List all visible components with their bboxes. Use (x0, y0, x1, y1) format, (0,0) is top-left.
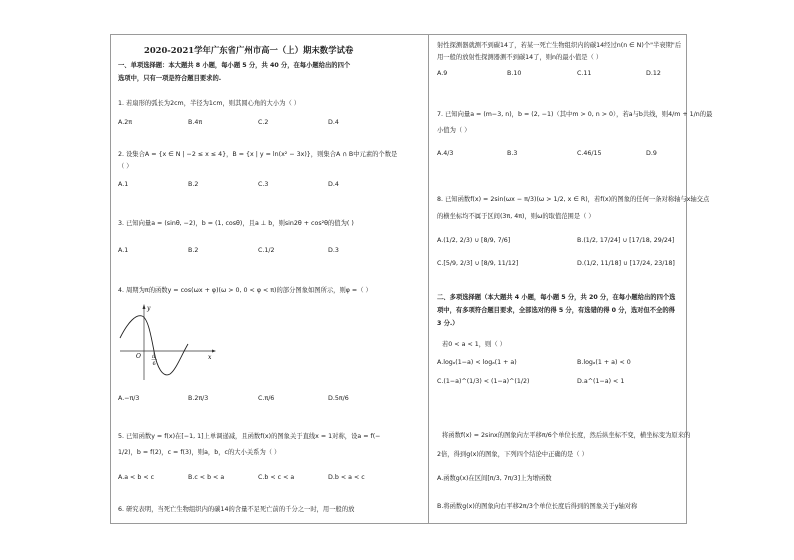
y-axis-arrow (143, 304, 146, 309)
q10-stem: 将函数f(x) = 2sinx的图象向左平移π/6个单位长度，然后纵坐标不变，横坐标变为原来的 (442, 432, 691, 439)
section1-header-line2: 选项中，只有一项是符合题目要求的. (118, 75, 222, 82)
tick-numerator: π (152, 354, 156, 360)
q9-option-c: C.(1−a)^(1/3) < (1−a)^(1/2) (437, 378, 530, 385)
q1-option-a: A.2π (118, 119, 132, 126)
q8-option-c: C.[5/9, 2/3] ∪ [8/9, 11/12] (437, 260, 519, 267)
q4-cosine-graph (118, 302, 218, 382)
q6-option-d: D.12 (646, 70, 661, 77)
tick-denominator: 6 (152, 361, 156, 367)
q6-option-c: C.11 (577, 70, 592, 77)
q2-option-c: C.3 (258, 181, 269, 188)
section2-header-line2: 项中，有多项符合题目要求，全部选对的得 5 分，有选错的得 0 分，选对但不全的得 (437, 307, 675, 314)
page-title: 2020-2021学年广东省广州市高一（上）期末数学试卷 (144, 45, 354, 55)
q5-option-c: C.b < c < a (258, 474, 295, 481)
q2-option-d: D.4 (328, 181, 339, 188)
q7-stem: 7. 已知向量a = (m−3, n)，b = (2, −1)（其中m > 0, n > 0），若a与b共线，则4/m + 1/n的最 (437, 111, 713, 118)
q1-option-d: D.4 (328, 119, 339, 126)
q8-stem: 8. 已知函数f(x) = 2sin(ωx − π/3)(ω > 1/2, x ∈ R)，若f(x)的图象的任何一条对称轴与x轴交点 (437, 196, 710, 203)
q4-option-d: D.5π/6 (328, 395, 349, 402)
q7-option-a: A.4/3 (437, 150, 454, 157)
q10-option-b: B.将函数g(x)的图象向右平移2π/3个单位长度后得到的图象关于y轴对称 (437, 503, 638, 510)
q2-option-b: B.2 (188, 181, 199, 188)
q1-stem: 1. 若扇形的弧长为2cm，半径为1cm，则其圆心角的大小为（ ） (118, 100, 301, 107)
q6-stem-line3: 用一般的放射性探测器测不到碳14了，则n的最小值是（ ） (437, 54, 603, 61)
q1-option-c: C.2 (258, 119, 269, 126)
q1-option-b: B.4π (188, 119, 203, 126)
right-border (686, 34, 687, 524)
q3-option-c: C.1/2 (258, 247, 275, 254)
q4-stem: 4. 周期为π的函数y = cos(ωx + φ)(ω > 0, 0 < φ < π)的部分图象如图所示，则φ =（ ） (118, 287, 372, 294)
q6-stem-line2: 射性探测器就测不到碳14了，若某一死亡生物组织内的碳14经过n(n ∈ N)个"半衰期"后 (437, 42, 682, 49)
q4-option-a: A.−π/3 (118, 395, 140, 402)
x-axis-arrow (212, 350, 216, 353)
q5-option-b: B.c < b < a (188, 474, 225, 481)
q6-option-a: A.9 (437, 70, 448, 77)
q6-option-b: B.10 (507, 70, 522, 77)
q3-option-d: D.3 (328, 247, 339, 254)
q9-option-d: D.a^(1−a) < 1 (577, 378, 625, 385)
q2-stem-line2: （ ） (118, 163, 133, 170)
column-divider (428, 34, 429, 524)
q6-stem: 6. 研究表明，当死亡生物组织内的碳14的含量不足死亡前的千分之一时，用一般的放 (118, 506, 355, 513)
q7-stem-line2: 小值为（ ） (437, 127, 471, 134)
q5-stem: 5. 已知函数y = f(x)在[−1, 1]上单调递减，且函数f(x)的图象关于直线x = 1对称，设a = f(− (118, 433, 381, 440)
y-axis-label: y (147, 305, 151, 312)
q8-option-d: D.(1/2, 11/18] ∪ [17/24, 23/18] (577, 260, 675, 267)
q8-stem-line2: 的横坐标均不属于区间(3π, 4π)，则ω的取值范围是（ ） (437, 213, 595, 220)
origin-label: O (136, 353, 141, 360)
q7-option-b: B.3 (507, 150, 518, 157)
q5-option-a: A.a < b < c (118, 474, 155, 481)
q4-option-b: B.2π/3 (188, 395, 209, 402)
q3-option-a: A.1 (118, 247, 129, 254)
q8-option-b: B.(1/2, 17/24] ∪ [17/18, 29/24] (577, 237, 675, 244)
section2-header: 二、多项选择题（本大题共 4 小题，每小题 5 分，共 20 分，在每小题给出的四个选 (437, 294, 676, 301)
q7-option-c: C.46/15 (577, 150, 602, 157)
q5-stem-line2: 1/2)，b = f(2)，c = f(3)，则a，b，c的大小关系为（ ） (118, 449, 281, 456)
section2-header-line3: 3 分.） (437, 320, 459, 327)
q7-option-d: D.9 (646, 150, 657, 157)
bottom-border (110, 523, 687, 524)
left-border (110, 34, 111, 524)
q3-stem: 3. 已知向量a = (sinθ, −2)，b = (1, cosθ)，且a ⊥ b，则sin2θ + cos²θ的值为( ) (118, 220, 354, 227)
q9-option-b: B.logₐ(1 + a) < 0 (577, 359, 631, 366)
q4-option-c: C.π/6 (258, 395, 275, 402)
section1-header: 一、单项选择题：本大题共 8 小题，每小题 5 分，共 40 分，在每小题给出的四个 (118, 62, 351, 69)
q9-option-a: A.logₐ(1−a) < logₐ(1 + a) (437, 359, 517, 366)
q10-stem-line2: 2倍，得到g(x)的图象，下列四个结论中正确的是（ ） (437, 451, 588, 458)
x-axis-label: x (208, 354, 212, 361)
q2-option-a: A.1 (118, 181, 129, 188)
q2-stem: 2. 设集合A = {x ∈ N | −2 ≤ x ≤ 4}，B = {x | y = ln(x² − 3x)}，则集合A ∩ B中元素的个数是 (118, 151, 398, 158)
top-border (110, 34, 687, 35)
q10-option-a: A.函数g(x)在区间[π/3, 7π/3]上为增函数 (437, 475, 552, 482)
q9-stem: 若0 < a < 1，则（ ） (442, 341, 506, 348)
q8-option-a: A.(1/2, 2/3) ∪ [8/9, 7/6] (437, 237, 511, 244)
q5-option-d: D.b < a < c (328, 474, 365, 481)
q3-option-b: B.2 (188, 247, 199, 254)
